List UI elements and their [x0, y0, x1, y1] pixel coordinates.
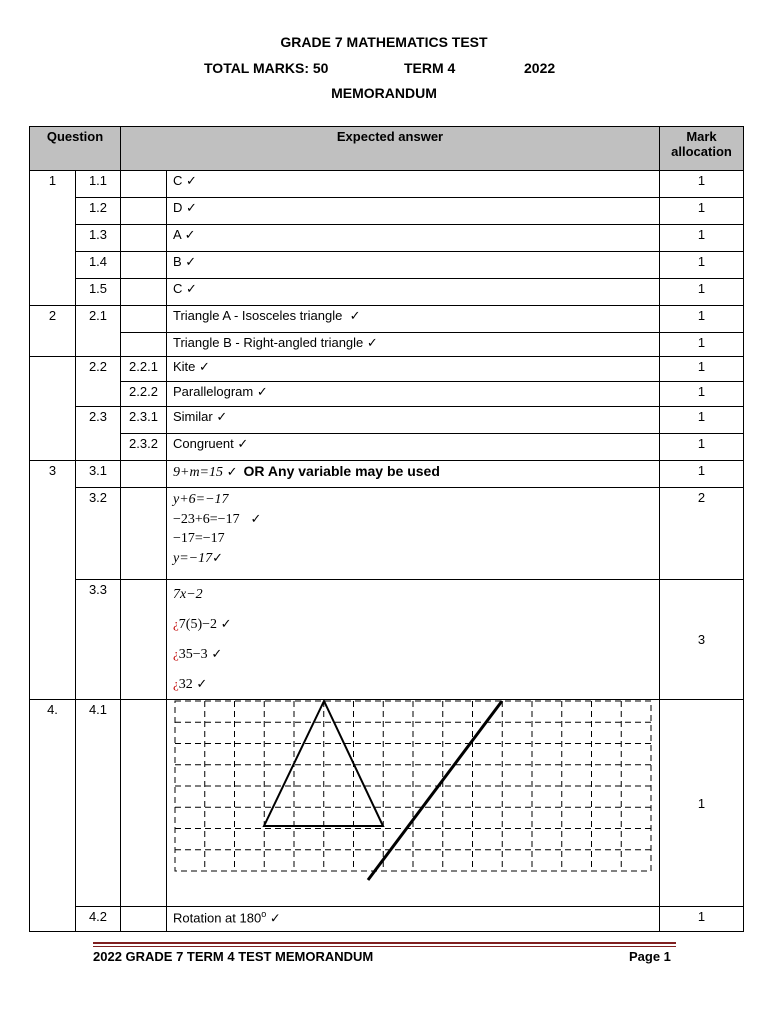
subquestion-number: 2.2.2	[121, 382, 167, 407]
mark-cell: 1	[660, 306, 744, 333]
mark-cell: 1	[660, 333, 744, 357]
subquestion-number: 2.3.2	[121, 434, 167, 461]
table-row	[30, 198, 744, 225]
subquestion-number: 4.1	[76, 700, 121, 907]
question-number: 1	[30, 171, 76, 306]
mark-cell: 1	[660, 252, 744, 279]
answer-cell: Similar ✓	[167, 407, 660, 434]
subquestion-number: 3.2	[76, 488, 121, 580]
inverted-question-prefix: ¿	[173, 646, 179, 661]
subquestion-number: 1.1	[76, 171, 121, 198]
check-icon: ✓	[216, 409, 228, 424]
subquestion-number: 4.2	[76, 907, 121, 932]
check-icon: ✓	[269, 910, 281, 926]
equation-step: 7(5)−2	[178, 617, 218, 632]
page-number: Page 1	[629, 949, 671, 964]
document-subtitle: MEMORANDUM	[331, 85, 437, 101]
memorandum-table	[29, 126, 744, 932]
subquestion-number: 1.5	[76, 279, 121, 306]
table-row	[30, 171, 744, 198]
mark-column-header: Mark allocation	[660, 127, 744, 171]
subquestion-number: 3.1	[76, 461, 121, 488]
total-marks: TOTAL MARKS: 50	[204, 60, 329, 76]
answer-cell	[167, 580, 660, 700]
check-icon: ✓	[212, 550, 224, 565]
answer-cell: Rotation at 180$^o$ ✓	[167, 907, 660, 932]
degree-superscript: o	[261, 909, 267, 919]
answer-cell: C ✓	[167, 171, 660, 198]
question-number: 3	[30, 461, 76, 700]
table-row	[30, 488, 744, 580]
equation: 9+m=15	[173, 465, 224, 480]
mark-cell: 2	[660, 488, 744, 580]
subquestion-number: 1.4	[76, 252, 121, 279]
check-icon: ✓	[185, 254, 197, 269]
table-row	[30, 382, 744, 407]
check-icon: ✓	[186, 281, 197, 296]
mark-cell: 1	[660, 357, 744, 382]
mark-cell: 1	[660, 700, 744, 907]
subquestion-number: 2.1	[76, 306, 121, 357]
inverted-question-prefix: ¿	[173, 676, 179, 691]
mark-cell: 1	[660, 382, 744, 407]
footer-rule	[93, 942, 676, 947]
subquestion-number: 3.3	[76, 580, 121, 700]
answer-cell: Congruent ✓	[167, 434, 660, 461]
grid-triangle-diagram	[167, 700, 660, 906]
table-row	[30, 434, 744, 461]
check-icon: ✓	[211, 646, 223, 661]
mark-cell: 1	[660, 198, 744, 225]
check-icon: ✓	[186, 200, 197, 215]
answer-column-header: Expected answer	[121, 127, 660, 171]
table-row	[30, 252, 744, 279]
answer-cell: Triangle A - Isosceles triangle ✓	[167, 306, 660, 333]
check-icon: ✓	[186, 173, 197, 188]
answer-cell: D ✓	[167, 198, 660, 225]
mark-cell: 3	[660, 580, 744, 700]
table-row	[30, 225, 744, 252]
check-icon: ✓	[184, 227, 196, 242]
expression: 7x−2	[173, 587, 203, 602]
check-icon: ✓	[226, 464, 238, 479]
check-icon: ✓	[199, 359, 210, 374]
mark-cell: 1	[660, 907, 744, 932]
subquestion-number: 2.2	[76, 357, 121, 407]
equation-step: −17=−17	[173, 531, 225, 546]
equation-step: 35−3	[178, 647, 208, 662]
table-row	[30, 700, 744, 907]
table-row	[30, 461, 744, 488]
mark-cell: 1	[660, 279, 744, 306]
check-icon: ✓	[237, 436, 249, 451]
table-row	[30, 306, 744, 333]
subquestion-number: 1.3	[76, 225, 121, 252]
header-info-line	[0, 60, 768, 76]
table-row	[30, 357, 744, 382]
answer-cell: B ✓	[167, 252, 660, 279]
table-row	[30, 407, 744, 434]
year-label: 2022	[524, 60, 556, 76]
answer-cell	[167, 461, 660, 488]
equation-step: y+6=−17	[173, 492, 229, 507]
mark-cell: 1	[660, 461, 744, 488]
table-row	[30, 333, 744, 357]
inverted-question-prefix: ¿	[173, 616, 179, 631]
mark-cell: 1	[660, 225, 744, 252]
table-row	[30, 279, 744, 306]
footer-title: 2022 GRADE 7 TERM 4 TEST MEMORANDUM	[93, 949, 374, 964]
subquestion-number: 2.3	[76, 407, 121, 461]
answer-cell: C ✓	[167, 279, 660, 306]
equation-step: y=−17	[173, 551, 213, 566]
check-icon: ✓	[220, 616, 232, 631]
question-column-header: Question	[30, 127, 121, 171]
mark-cell: 1	[660, 407, 744, 434]
answer-cell: Kite ✓	[167, 357, 660, 382]
check-icon: ✓	[256, 384, 268, 399]
subquestion-number: 1.2	[76, 198, 121, 225]
check-icon: ✓	[196, 676, 208, 691]
answer-cell: A ✓	[167, 225, 660, 252]
table-row	[30, 907, 744, 932]
check-icon: ✓	[366, 335, 378, 350]
answer-cell: Triangle B - Right-angled triangle ✓	[167, 333, 660, 357]
answer-cell	[167, 700, 660, 907]
question-number: 4.	[30, 700, 76, 932]
answer-cell: Parallelogram ✓	[167, 382, 660, 407]
table-header-row	[30, 127, 744, 171]
mark-cell: 1	[660, 434, 744, 461]
table-row	[30, 580, 744, 700]
equation-step: −23+6=−17	[173, 512, 240, 527]
term-label: TERM 4	[404, 60, 456, 76]
subquestion-number: 2.3.1	[121, 407, 167, 434]
answer-note: OR Any variable may be used	[243, 463, 440, 479]
mirror-line	[368, 701, 502, 880]
answer-cell	[167, 488, 660, 580]
subquestion-number: 2.2.1	[121, 357, 167, 382]
mark-cell: 1	[660, 171, 744, 198]
equation-step: 32	[178, 677, 193, 692]
document-title: GRADE 7 MATHEMATICS TEST	[280, 34, 488, 50]
question-number: 2	[30, 306, 76, 357]
check-icon: ✓	[250, 511, 262, 526]
check-icon: ✓	[349, 308, 361, 323]
